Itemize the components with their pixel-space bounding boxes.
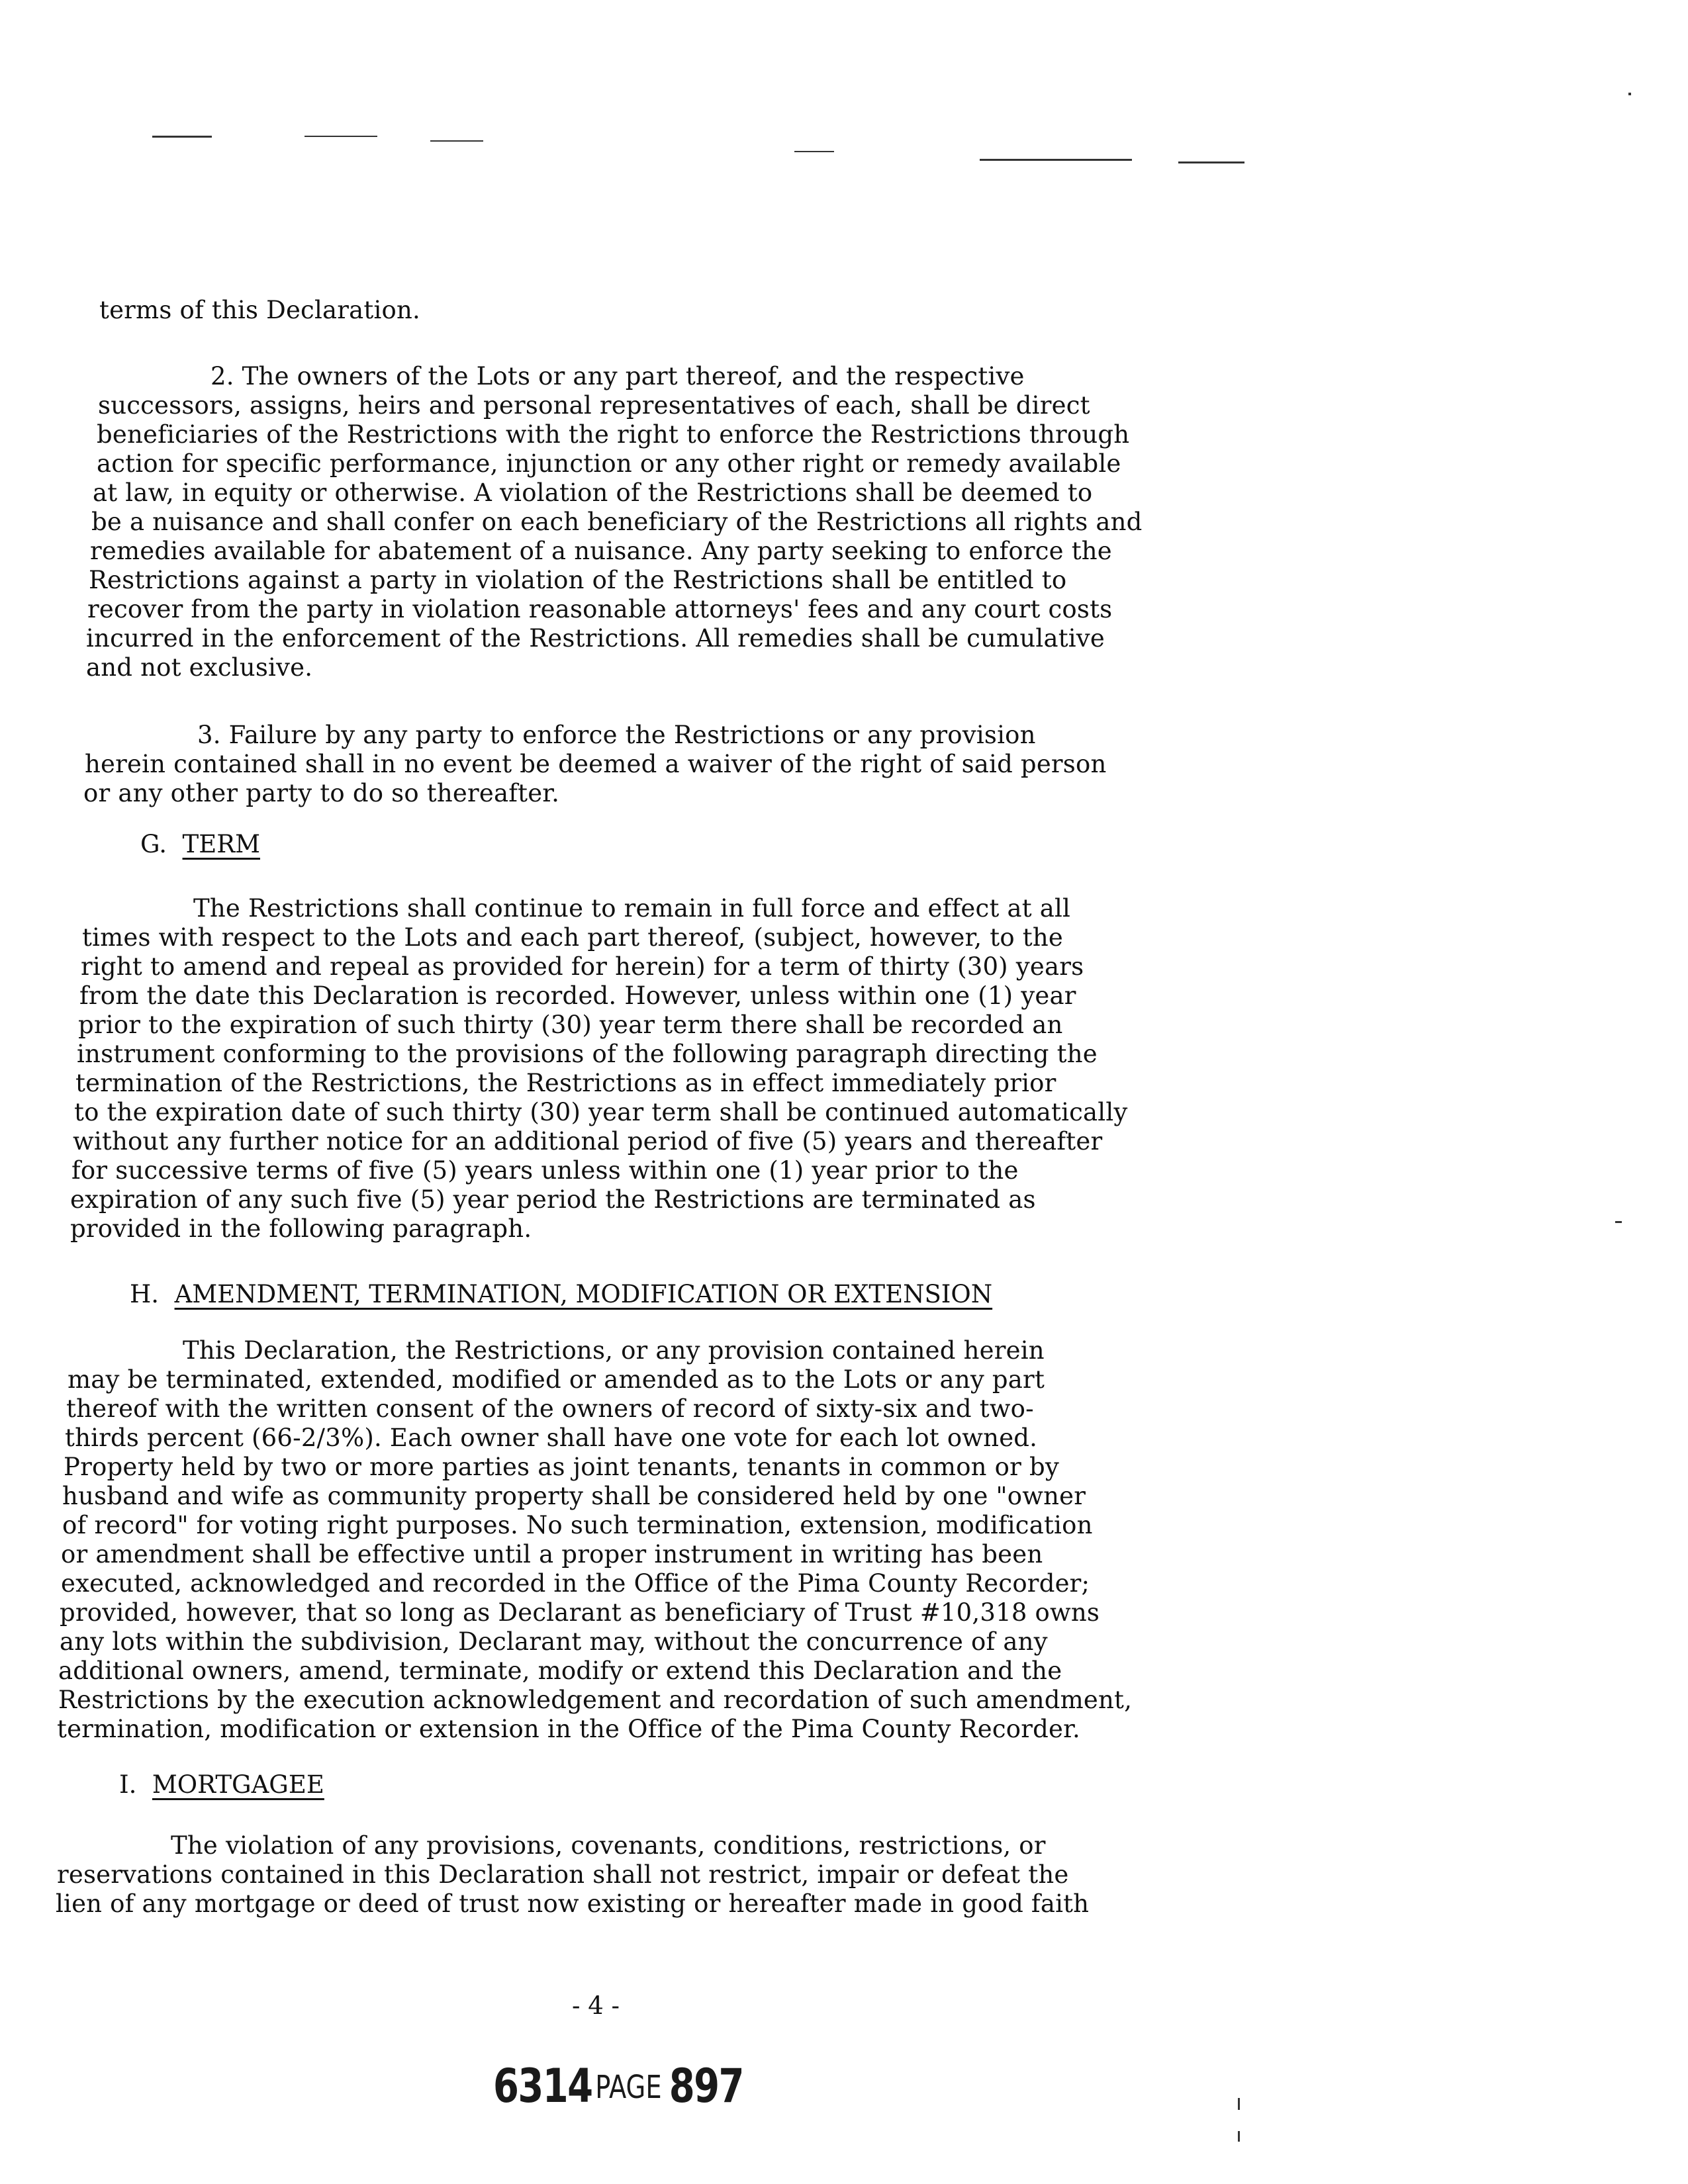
text-line: beneficiaries of the Restrictions with the right to enforce the Restrictions through [97,420,1130,449]
text-line: or any other party to do so thereafter. [83,779,560,807]
text-line: termination, modification or extension in the Office of the Pima County Recorder. [57,1715,1080,1743]
section-title: MORTGAGEE [152,1770,324,1799]
text-line: The violation of any provisions, covenants, conditions, restrictions, or [171,1831,1046,1860]
scan-artifact [1628,93,1631,95]
scan-artifact [152,136,212,138]
section-letter: H. [130,1280,160,1308]
text-line: provided, however, that so long as Declarant as beneficiary of Trust #10,318 owns [60,1598,1100,1627]
text-line: expiration of any such five (5) year period the Restrictions are terminated as [70,1185,1036,1214]
page-label: PAGE [595,2069,662,2106]
text-line: thereof with the written consent of the owners of record of sixty-six and two- [66,1394,1034,1423]
text-line: from the date this Declaration is recorded. However, unless within one (1) year [79,981,1076,1010]
section-heading-amendment [130,1281,992,1308]
stamp-page-number: 897 [669,2059,743,2113]
section-heading-mortgagee [119,1771,324,1799]
section-letter: I. [119,1770,137,1799]
text-line: right to amend and repeal as provided for herein) for a term of thirty (30) years [81,952,1084,981]
section-heading-term [140,831,260,858]
text-line: husband and wife as community property shall be considered held by one "owner [62,1482,1086,1510]
text-line: 3. Failure by any party to enforce the Restrictions or any provision [197,721,1036,749]
text-line: provided in the following paragraph. [70,1214,532,1243]
scan-artifact [1178,161,1244,163]
text-line: Property held by two or more parties as joint tenants, tenants in common or by [64,1453,1059,1481]
text-line: at law, in equity or otherwise. A violation of the Restrictions shall be deemed to [93,478,1093,507]
scan-artifact [305,136,377,137]
text-line: times with respect to the Lots and each part thereof, (subject, however, to the [82,923,1063,952]
scan-artifact [430,140,483,142]
text-line: lien of any mortgage or deed of trust now existing or hereafter made in good faith [56,1889,1090,1918]
text-line: successors, assigns, heirs and personal representatives of each, shall be direct [98,391,1090,420]
scan-artifact [1238,2098,1240,2110]
scan-artifact [980,159,1132,161]
text-line: 2. The owners of the Lots or any part thereof, and the respective [211,362,1025,390]
scan-artifact [794,151,834,152]
text-line: and not exclusive. [86,653,313,682]
section-title: TERM [182,830,260,858]
text-line: termination of the Restrictions, the Restrictions as in effect immediately prior [75,1069,1056,1097]
page-number: - 4 - [571,1991,620,2020]
text-line: of record" for voting right purposes. No such termination, extension, modification [62,1511,1093,1539]
text-line: thirds percent (66-2/3%). Each owner shall have one vote for each lot owned. [65,1424,1038,1452]
section-title: AMENDMENT, TERMINATION, MODIFICATION OR EXTENSION [174,1280,993,1308]
text-line: be a nuisance and shall confer on each beneficiary of the Restrictions all rights and [91,508,1143,536]
text-line: prior to the expiration of such thirty (30) year term there shall be recorded an [78,1011,1063,1039]
text-line: reservations contained in this Declaration shall not restrict, impair or defeat the [57,1860,1069,1889]
book-number: 6314 [493,2059,592,2113]
scan-artifact [1238,2131,1240,2142]
text-line: recover from the party in violation reasonable attorneys' fees and any court costs [87,595,1113,623]
text-line: or amendment shall be effective until a proper instrument in writing has been [61,1540,1043,1569]
text-line: action for specific performance, injunction or any other right or remedy available [97,449,1121,478]
text-line: additional owners, amend, terminate, modify or extend this Declaration and the [58,1657,1062,1685]
text-line: any lots within the subdivision, Declarant may, without the concurrence of any [60,1627,1048,1656]
text-line: may be terminated, extended, modified or amended as to the Lots or any part [68,1365,1045,1394]
text-line: Restrictions by the execution acknowledgement and recordation of such amendment, [58,1686,1133,1714]
text-line: This Declaration, the Restrictions, or any provision contained herein [183,1336,1045,1365]
text-line: remedies available for abatement of a nuisance. Any party seeking to enforce the [90,537,1112,565]
text-line: to the expiration date of such thirty (30) year term shall be continued automatically [74,1098,1128,1126]
text-line: herein contained shall in no event be deemed a waiver of the right of said person [85,750,1107,778]
text-line: executed, acknowledged and recorded in the Office of the Pima County Recorder; [61,1569,1090,1598]
recorder-stamp [493,2060,743,2114]
text-line: incurred in the enforcement of the Restrictions. All remedies shall be cumulative [86,624,1105,653]
text-line: The Restrictions shall continue to remain in full force and effect at all [193,894,1071,923]
text-line: for successive terms of five (5) years unless within one (1) year prior to the [71,1156,1019,1185]
text-line: instrument conforming to the provisions of the following paragraph directing the [77,1040,1098,1068]
text-line: terms of this Declaration. [99,296,420,324]
scan-artifact [1615,1221,1622,1223]
section-letter: G. [140,830,167,858]
text-line: Restrictions against a party in violation of the Restrictions shall be entitled to [89,566,1067,594]
text-line: without any further notice for an additional period of five (5) years and thereafter [73,1127,1103,1156]
